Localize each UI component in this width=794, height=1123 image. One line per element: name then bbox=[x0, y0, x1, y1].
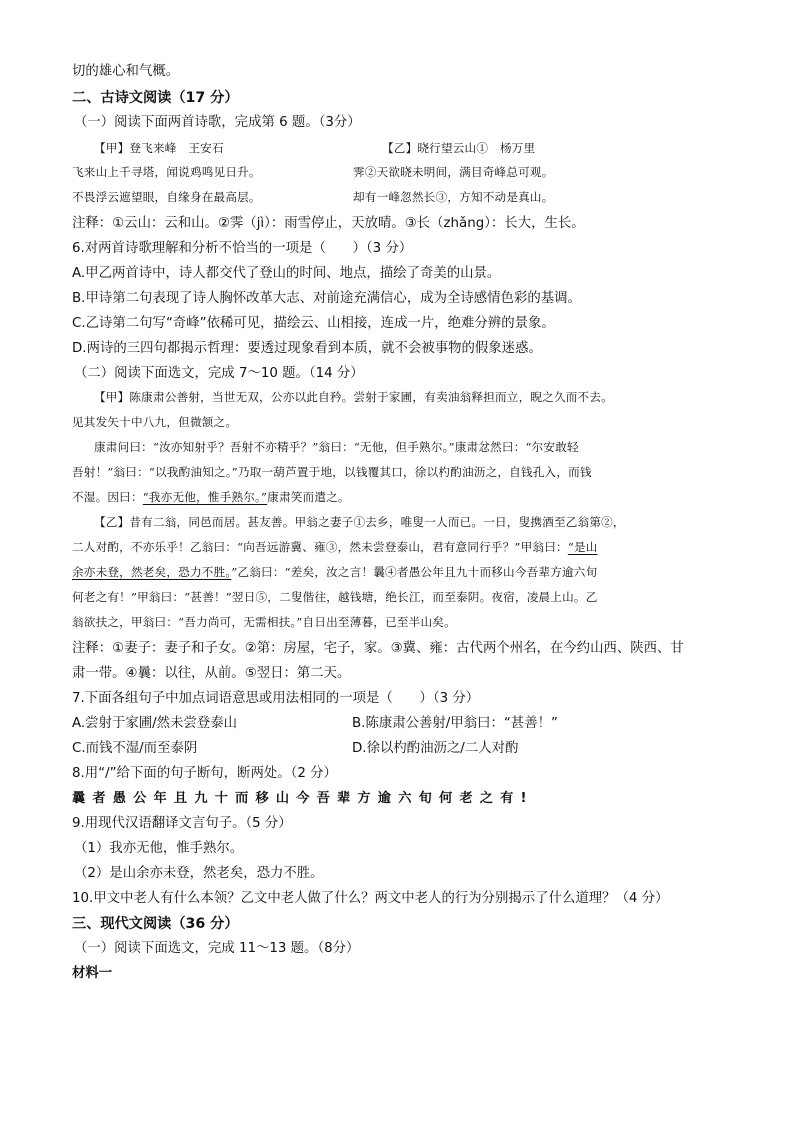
question-7-option-c: C.而钱不湿/而至泰阴 bbox=[72, 741, 198, 756]
question-8-sentence: 曩者愚公年且九十而移山今吾辈方逾六旬何老之有! bbox=[72, 791, 534, 806]
passage-a-line: 吾射！”翁曰：“以我酌油知之。”乃取一葫芦置于地，以钱覆其口，徐以杓酌油沥之，自钱孔入，而钱 bbox=[72, 465, 592, 479]
material-heading: 材料一 bbox=[72, 966, 113, 981]
passage-b-line bbox=[72, 564, 597, 580]
underlined-sentence: 余亦未登，然老矣，恐力不胜。 bbox=[72, 565, 232, 579]
subsection-instruction: （一）阅读下面选文，完成 11～13 题。（8分） bbox=[74, 941, 360, 956]
passage-b-line: 何老之有！”甲翁曰：“甚善！”翌日⑤，二叟偕往，越钱塘，绝长江，而至泰阴。夜宿，凌晨上山。乙 bbox=[72, 590, 598, 604]
poem-notes: 注释：①云山：云和山。②霁（jì）：雨雪停止，天放晴。③长（zhǎng）：长大，生长。 bbox=[72, 216, 585, 231]
passage-a-text: 不湿。因曰： bbox=[72, 490, 143, 504]
subsection-instruction: （二）阅读下面选文，完成 7～10 题。（14 分） bbox=[74, 366, 364, 381]
poem-b-line: 却有一峰忽然长③，方知不动是真山。 bbox=[353, 190, 554, 204]
passage-b-line: 翁欲扶之，甲翁曰：“吾力尚可，无需相扶。”自日出至薄暮，已至半山矣。 bbox=[72, 615, 456, 629]
passage-b-line: 【乙】昔有二翁，同邑而居。甚友善。甲翁之妻子①去乡，唯叟一人而已。一日，叟携酒至乙翁第②， bbox=[94, 515, 625, 529]
underlined-sentence: “我亦无他，惟手熟尔。” bbox=[142, 490, 268, 504]
question-6-option-b: B.甲诗第二句表现了诗人胸怀改革大志、对前途充满信心，成为全诗感情色彩的基调。 bbox=[72, 291, 581, 306]
passage-notes: 注释：①妻子：妻子和子女。②第：房屋，宅子，家。③冀、雍：古代两个州名，在今约山西、陕西、甘 bbox=[72, 641, 684, 656]
question-6-option-d: D.两诗的三四句都揭示哲理：要透过现象看到本质，就不会被事物的假象迷惑。 bbox=[72, 341, 542, 356]
question-7-option-b: B.陈康肃公善射/甲翁曰：“甚善！” bbox=[352, 716, 558, 731]
passage-b-text: 二人对酌，不亦乐乎！乙翁曰：“向吾远游冀、雍③，然未尝登泰山，君有意同行乎？”甲翁曰： bbox=[72, 540, 568, 554]
question-9-sentence-2: （2）是山余亦未登，然老矣，恐力不胜。 bbox=[74, 866, 324, 881]
question-10: 10.甲文中老人有什么本领？乙文中老人做了什么？两文中老人的行为分别揭示了什么道理？（4 分） bbox=[72, 891, 669, 906]
question-6-option-c: C.乙诗第二句写“奇峰”依稀可见，描绘云、山相接，连成一片，绝难分辨的景象。 bbox=[72, 316, 555, 331]
question-9-sentence-1: （1）我亦无他，惟手熟尔。 bbox=[74, 841, 244, 856]
poem-a-line: 不畏浮云遮望眼，自缘身在最高层。 bbox=[72, 190, 261, 204]
question-7-option-a: A.尝射于家圃/然未尝登泰山 bbox=[72, 716, 237, 731]
poem-b-title: 【乙】晓行望云山① 杨万里 bbox=[382, 141, 536, 155]
text-line: 切的雄心和气概。 bbox=[72, 64, 180, 79]
passage-a-line: 康肃问曰：“汝亦知射乎？吾射不亦精乎？”翁曰：“无他，但手熟尔。”康肃忿然曰：“尔安敢轻 bbox=[94, 440, 579, 454]
question-6-stem: 6.对两首诗歌理解和分析不恰当的一项是（ ）（3 分） bbox=[72, 241, 413, 256]
question-8-stem: 8.用“/”给下面的句子断句，断两处。（2 分） bbox=[72, 766, 337, 781]
question-9-stem: 9.用现代汉语翻译文言句子。（5 分） bbox=[72, 816, 292, 831]
underlined-sentence: “是山 bbox=[567, 540, 598, 554]
section-heading-modern: 三、现代文阅读（36 分） bbox=[72, 916, 239, 932]
passage-a-text: 康肃笑而遣之。 bbox=[267, 490, 350, 504]
passage-b-line bbox=[72, 539, 598, 555]
passage-a-line bbox=[72, 489, 350, 505]
passage-a-line: 见其发矢十中八九，但微颔之。 bbox=[72, 415, 238, 429]
section-heading-classical: 二、古诗文阅读（17 分） bbox=[72, 90, 239, 106]
passage-a-line: 【甲】陈康肃公善射，当世无双，公亦以此自矜。尝射于家圃，有卖油翁释担而立，睨之久而不去。 bbox=[94, 390, 613, 404]
question-7-stem: 7.下面各组句子中加点词语意思或用法相同的一项是（ ）（3 分） bbox=[72, 691, 480, 706]
subsection-instruction: （一）阅读下面两首诗歌，完成第 6 题。（3分） bbox=[74, 115, 361, 130]
poem-a-title: 【甲】登飞来峰 王安石 bbox=[94, 141, 224, 155]
passage-notes: 肃一带。④曩：以往，从前。⑤翌日：第二天。 bbox=[72, 666, 351, 681]
question-6-option-a: A.甲乙两首诗中，诗人都交代了登山的时间、地点，描绘了奇美的山景。 bbox=[72, 266, 501, 281]
question-7-option-d: D.徐以杓酌油沥之/二人对酌 bbox=[352, 741, 519, 756]
poem-b-line: 霁②天欲晓未明间，满目奇峰总可观。 bbox=[353, 165, 554, 179]
poem-a-line: 飞来山上千寻塔，闻说鸡鸣见日升。 bbox=[72, 165, 261, 179]
passage-b-text: ”乙翁曰：“差矣，汝之言！曩④者愚公年且九十而移山今吾辈方逾六旬 bbox=[231, 565, 598, 579]
